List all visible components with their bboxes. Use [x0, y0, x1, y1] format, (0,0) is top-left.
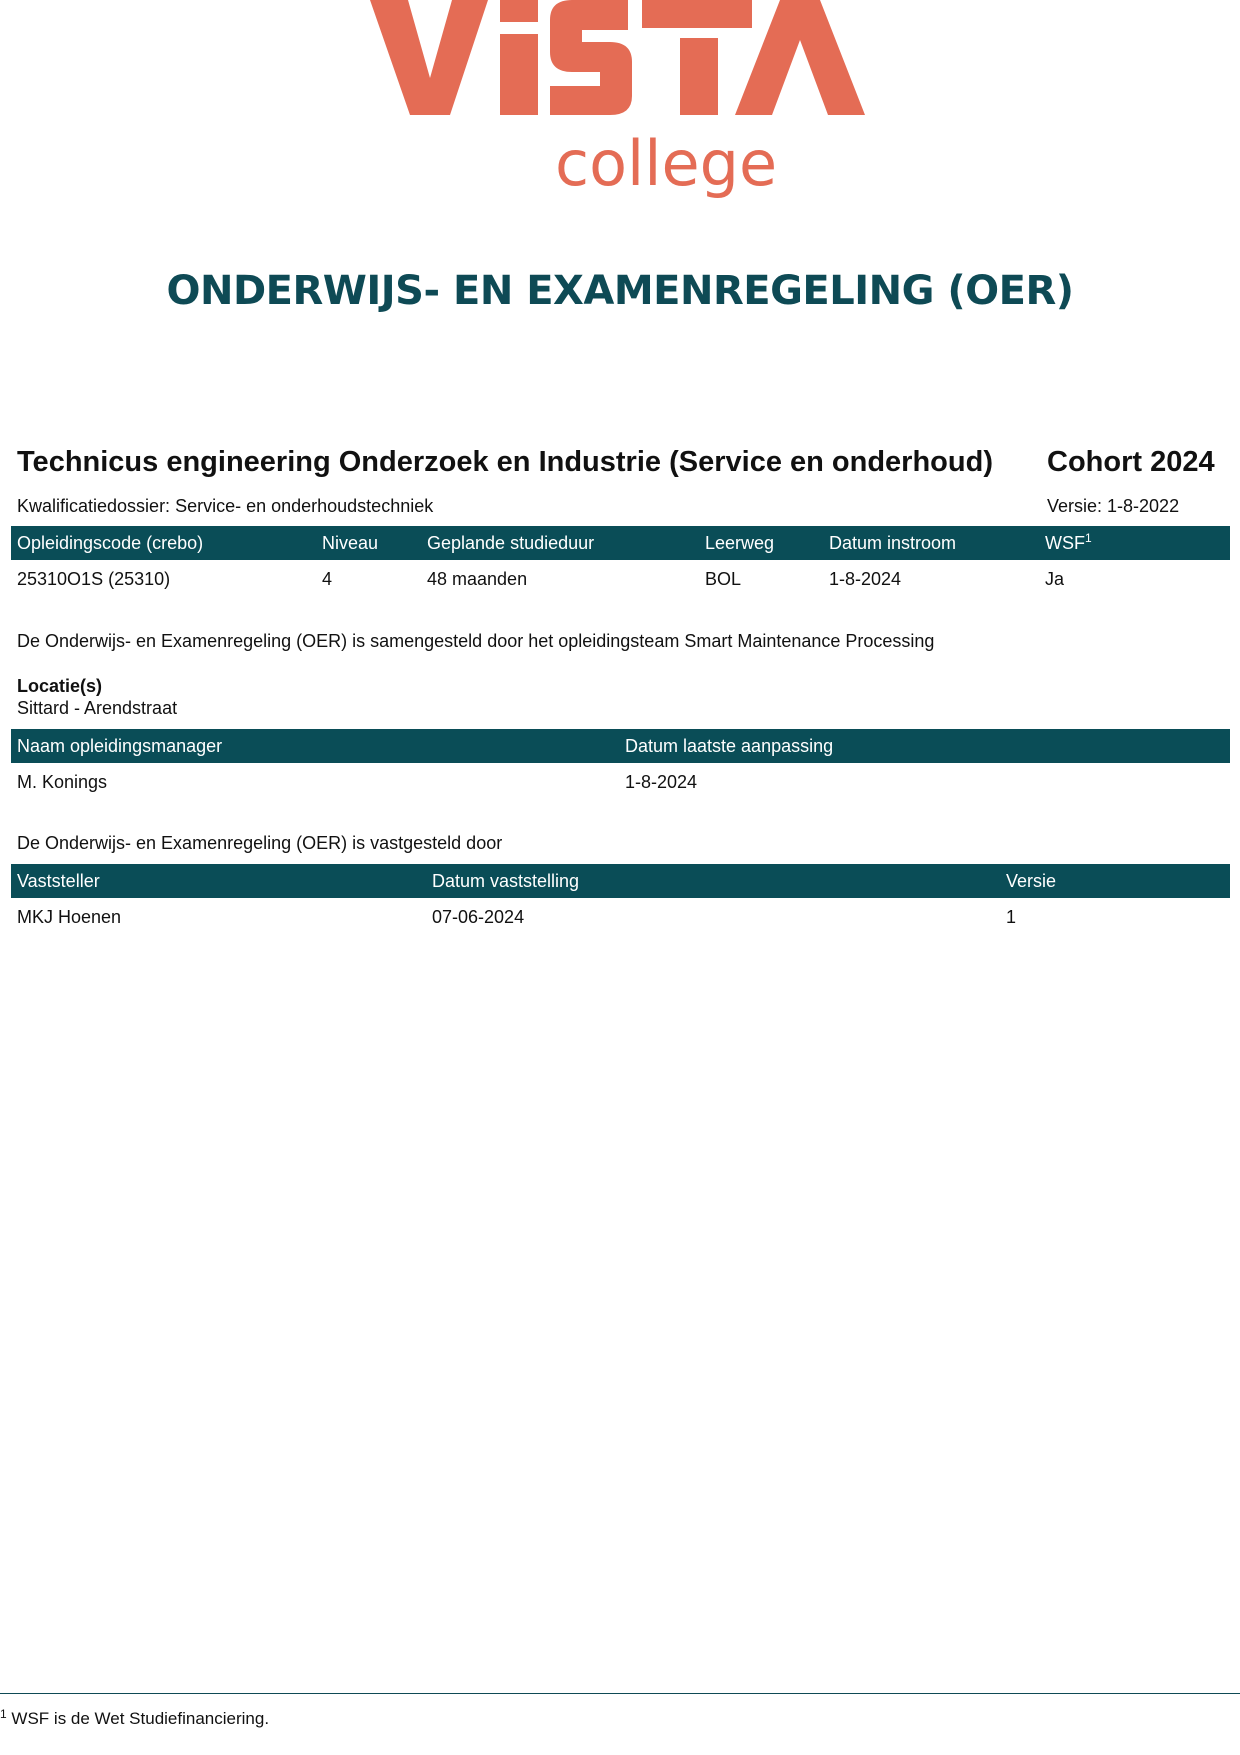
locations-value: Sittard - Arendstraat: [17, 698, 178, 718]
cell-datum-instroom: 1-8-2024: [829, 568, 902, 589]
established-by-text: De Onderwijs- en Examenregeling (OER) is vastgesteld door: [17, 833, 503, 853]
header-datum-instroom: Datum instroom: [823, 526, 1039, 560]
header-last-modified: Datum laatste aanpassing: [619, 729, 1230, 763]
header-niveau: Niveau: [316, 526, 421, 560]
cell-versie: 1: [1006, 906, 1017, 927]
cell-niveau: 4: [322, 568, 333, 589]
cell-last-modified: 1-8-2024: [625, 771, 698, 792]
header-versie: Versie: [1000, 864, 1230, 898]
program-details-table: [11, 526, 1230, 598]
composed-by-text: De Onderwijs- en Examenregeling (OER) is samengesteld door het opleidingsteam Smart Maintenance Processing: [17, 631, 935, 651]
locations-label: Locatie(s): [17, 676, 103, 696]
table-header-row: [11, 526, 1230, 560]
footnote-text: WSF is de Wet Studiefinanciering.: [11, 1709, 270, 1728]
footnote: [0, 1709, 269, 1729]
header-datum-vaststelling: Datum vaststelling: [426, 864, 1000, 898]
cell-opleidingscode: 25310O1S (25310): [17, 568, 171, 589]
table-row: [11, 763, 1230, 801]
header-vaststeller: Vaststeller: [11, 864, 426, 898]
cell-studieduur: 48 maanden: [427, 568, 528, 589]
cell-datum-vaststelling: 07-06-2024: [432, 906, 525, 927]
header-wsf: WSF$^1$: [1039, 526, 1230, 560]
version-label: Versie: 1-8-2022: [1047, 496, 1180, 516]
table-row: [11, 898, 1230, 936]
header-leerweg: Leerweg: [699, 526, 823, 560]
cohort-label: Cohort 2024: [1047, 446, 1215, 478]
footnote-divider: [0, 1693, 1240, 1694]
table-row: [11, 560, 1230, 598]
establishment-table: [11, 864, 1230, 936]
footnote-number: 1: [0, 1707, 7, 1721]
table-header-row: [11, 864, 1230, 898]
qualification-dossier: Kwalificatiedossier: Service- en onderhoudstechniek: [17, 496, 434, 516]
cell-vaststeller: MKJ Hoenen: [17, 906, 122, 927]
header-manager-name: Naam opleidingsmanager: [11, 729, 619, 763]
footnote-ref[interactable]: 1: [1085, 530, 1092, 545]
cell-manager-name: M. Konings: [17, 771, 108, 792]
header-studieduur: Geplande studieduur: [421, 526, 699, 560]
program-name: Technicus engineering Onderzoek en Industrie (Service en onderhoud): [17, 446, 993, 478]
svg-text:college: college: [555, 127, 778, 200]
table-header-row: [11, 729, 1230, 763]
header-opleidingscode: Opleidingscode (crebo): [11, 526, 316, 560]
cell-leerweg: BOL: [705, 568, 742, 589]
manager-table: [11, 729, 1230, 801]
cell-wsf: Ja: [1045, 568, 1065, 589]
vista-college-logo: [360, 0, 880, 210]
document-title: ONDERWIJS- EN EXAMENREGELING (OER): [166, 268, 1074, 314]
